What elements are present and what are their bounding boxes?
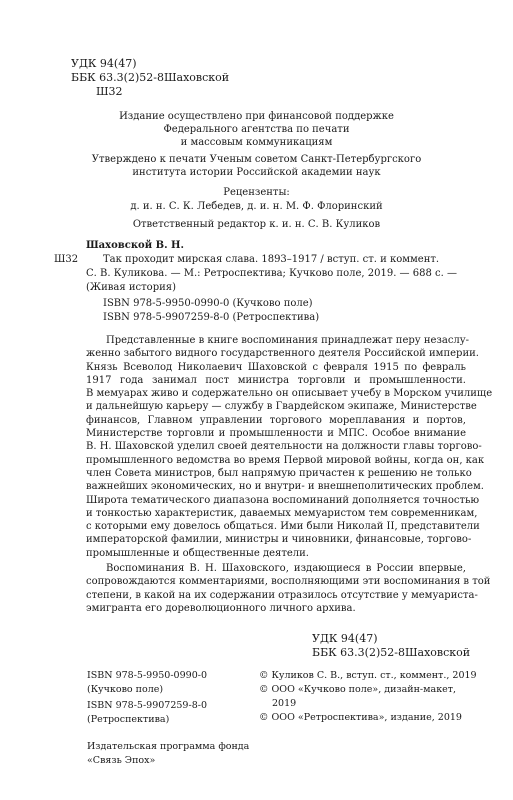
abstract-line: с которыми ему довелось общаться. Ими были Николай II, представители xyxy=(86,521,480,533)
bottom-bbk-code: ББК 63.3(2)52-8Шаховской xyxy=(312,646,471,659)
catalog-isbn: ISBN 978-5-9907259-8-0 (Ретроспектива) xyxy=(103,312,320,323)
funding-note xyxy=(0,110,513,149)
bottom-isbn-publisher: (Кучково поле) xyxy=(87,684,164,695)
abstract-line: Представленные в книге воспоминания принадлежат перу незаслу- xyxy=(106,335,470,346)
abstract-line: промышленного ведомства во время Первой мировой войны, когда он, как xyxy=(86,454,485,466)
copyright-line: © ООО «Кучково поле», дизайн-макет, xyxy=(259,684,457,695)
catalog-line: (Живая история) xyxy=(86,282,176,293)
approval-line: Утверждено к печати Ученым советом Санкт-Петербургского xyxy=(91,154,422,165)
abstract-line: важнейших экономических, но и внутри- и внешнеполитических проблем. xyxy=(86,481,484,493)
abstract-line: промышленные и общественные деятели. xyxy=(86,547,309,559)
bottom-isbn-publisher: (Ретроспектива) xyxy=(87,714,170,725)
reviewers-heading: Рецензенты: xyxy=(223,187,290,198)
abstract-line: В. Н. Шаховской уделил своей деятельности на должности главы торгово- xyxy=(86,441,482,453)
program-line: «Связь Эпох» xyxy=(87,755,156,766)
abstract-line: и дальнейшую карьеру — службу в Гвардейском экипаже, Министерстве xyxy=(86,401,477,413)
abstract-line: степени, в какой на их содержании отразилось отсутствие у мемуариста- xyxy=(86,589,478,601)
responsible-editor: Ответственный редактор к. и. н. С. В. Куликов xyxy=(132,219,381,230)
bottom-isbn: ISBN 978-5-9950-0990-0 xyxy=(87,670,207,681)
abstract-line: В мемуарах живо и содержательно он описывает учебу в Морском училище xyxy=(86,388,493,400)
abstract-line: Воспоминания В. Н. Шаховского, издающиеся в России впервые, xyxy=(106,563,466,574)
abstract-line: член Совета министров, был напрямую причастен к решению не только xyxy=(86,467,472,479)
abstract-line: 1917 года занимал пост министра торговли и промышленности. xyxy=(86,374,466,386)
funding-line: Издание осуществлено при финансовой поддержке xyxy=(119,111,394,122)
abstract-line: Широта тематического диапазона воспоминаний дополняется точностью xyxy=(86,494,480,506)
catalog-mark: Ш32 xyxy=(54,254,79,265)
author-mark: Ш32 xyxy=(96,85,123,98)
funding-line: и массовым коммуникациям xyxy=(180,137,333,148)
catalog-line: С. В. Куликова. — М.: Ретроспектива; Кучково поле, 2019. — 688 с. — xyxy=(86,268,457,279)
program-line: Издательская программа фонда xyxy=(87,741,250,752)
copyright-line: © Куликов С. В., вступ. ст., коммент., 2019 xyxy=(259,670,477,681)
approval-note xyxy=(0,153,513,179)
abstract-line: и тонкостью характеристик, даваемых мемуаристом тем современникам, xyxy=(86,507,478,519)
bottom-isbn: ISBN 978-5-9907259-8-0 xyxy=(87,700,207,711)
abstract-line: финансов, Главном управлении торгового мореплавания и портов, xyxy=(86,414,466,426)
abstract-line: сопровождаются комментариями, восполняющими эти воспоминания в той xyxy=(86,576,491,588)
copyright-line: 2019 xyxy=(272,698,297,709)
bbk-code: ББК 63.3(2)52-8Шаховской xyxy=(71,71,230,84)
bottom-udk-code: УДК 94(47) xyxy=(312,632,378,645)
reviewers-names: д. и. н. С. К. Лебедев, д. и. н. М. Ф. Флоринский xyxy=(130,201,383,212)
abstract-paragraph-2 xyxy=(86,562,491,615)
abstract-line: женно забытого видного государственного деятеля Российской империи. xyxy=(86,348,479,360)
abstract-line: Князь Всеволод Николаевич Шаховской с февраля 1915 по февраль xyxy=(86,361,466,373)
approval-line: института истории Российской академии наук xyxy=(132,167,381,178)
abstract-paragraph-1 xyxy=(86,334,493,560)
abstract-line: эмигранта его дореволюционного личного архива. xyxy=(86,602,356,614)
udk-code: УДК 94(47) xyxy=(71,57,137,70)
abstract-line: Министерстве торговли и промышленности и МПС. Особое внимание xyxy=(86,428,466,440)
funding-line: Федерального агентства по печати xyxy=(163,124,350,135)
abstract-line: императорской фамилии, министры и чиновники, финансовые, торгово- xyxy=(86,534,472,546)
catalog-line: Так проходит мирская слава. 1893–1917 / вступ. ст. и коммент. xyxy=(103,254,440,265)
catalog-author: Шаховской В. Н. xyxy=(86,240,184,251)
copyright-line: © ООО «Ретроспектива», издание, 2019 xyxy=(259,712,462,723)
catalog-isbn: ISBN 978-5-9950-0990-0 (Кучково поле) xyxy=(103,298,313,309)
